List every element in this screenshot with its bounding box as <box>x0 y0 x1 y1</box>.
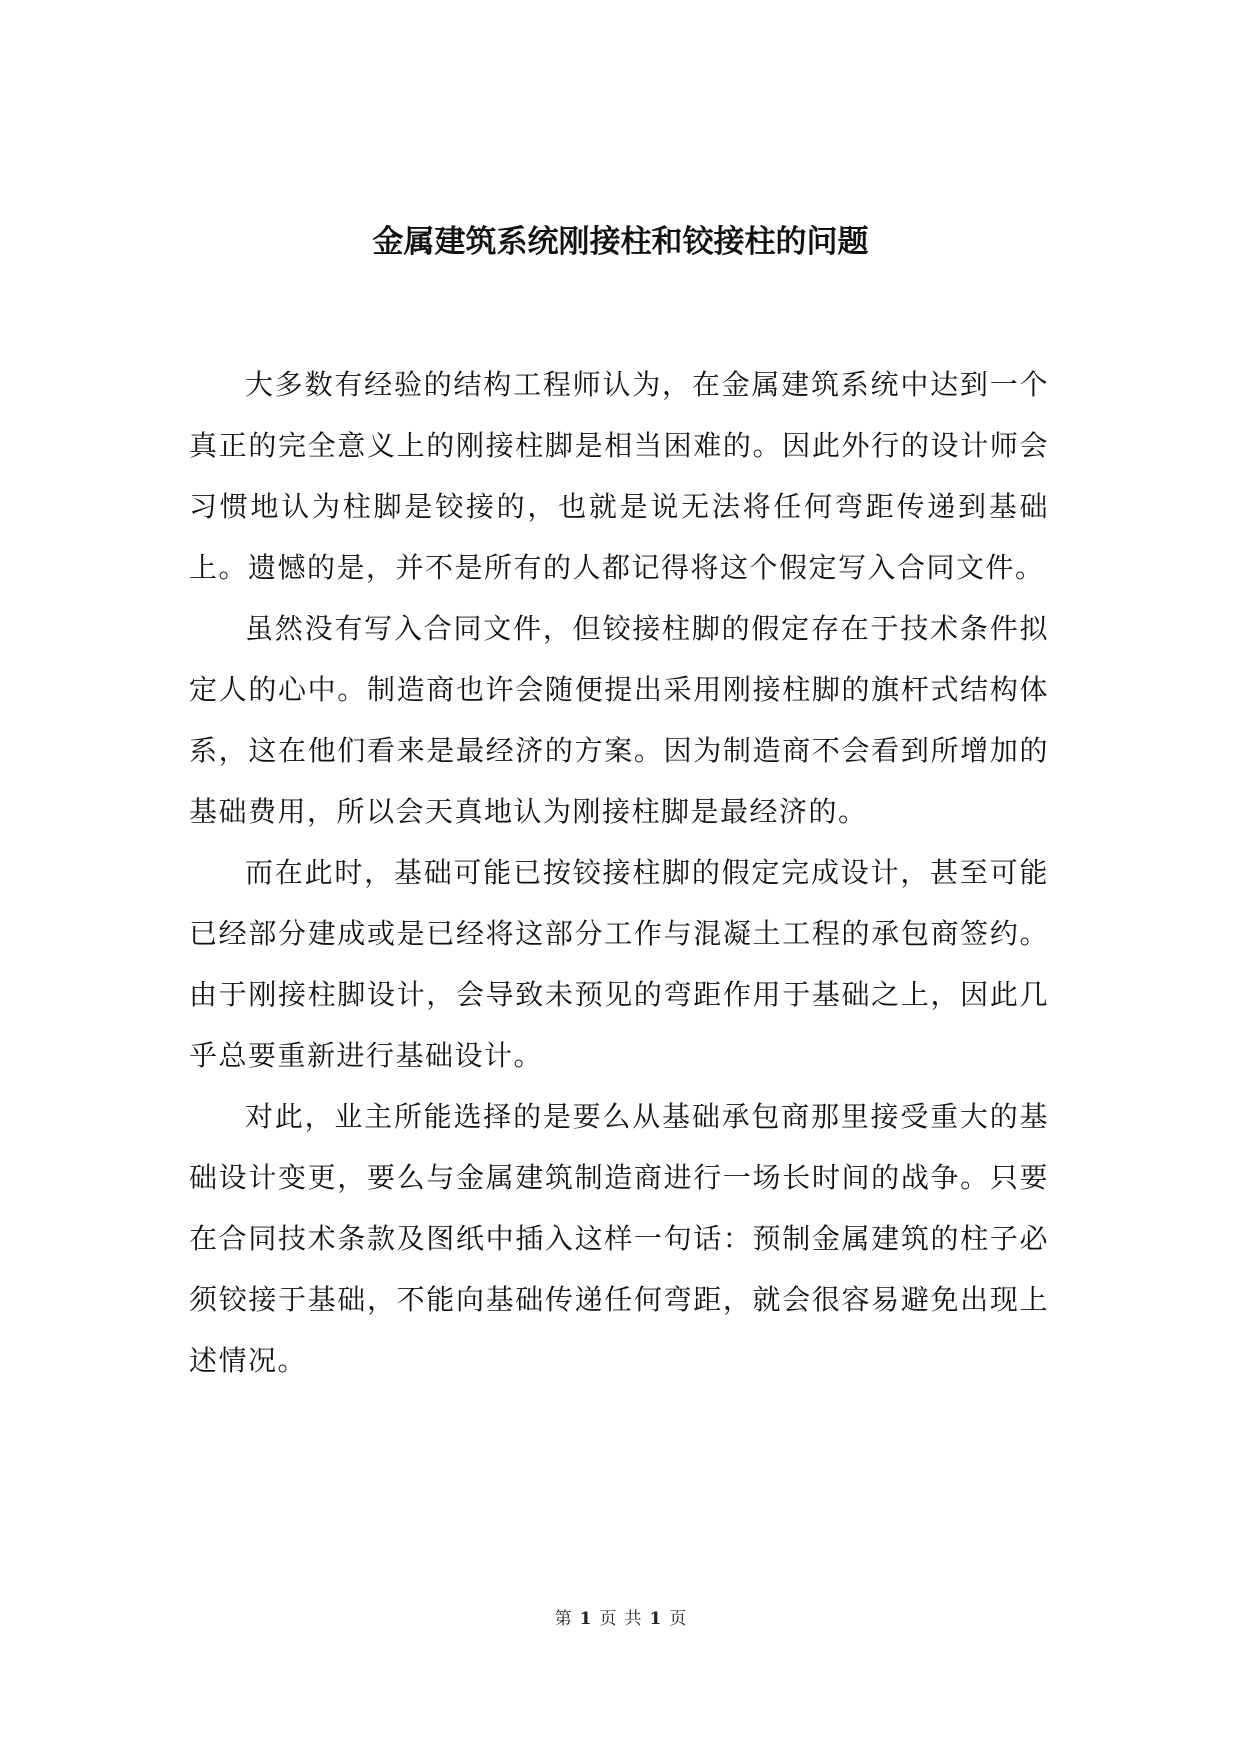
footer-total-pages: 1 <box>649 1609 662 1629</box>
paragraph-1: 大多数有经验的结构工程师认为，在金属建筑系统中达到一个真正的完全意义上的刚接柱脚是相当困难的。因此外行的设计师会习惯地认为柱脚是铰接的，也就是说无法将任何弯距传递到基础上。遗憾的是，并不是所有的人都记得将这个假定写入合同文件。 <box>189 368 1049 584</box>
paragraph-3: 而在此时，基础可能已按铰接柱脚的假定完成设计，甚至可能已经部分建成或是已经将这部分工作与混凝土工程的承包商签约。由于刚接柱脚设计，会导致未预见的弯距作用于基础之上，因此几乎总要重新进行基础设计。 <box>189 856 1049 1072</box>
paragraph-2: 虽然没有写入合同文件，但铰接柱脚的假定存在于技术条件拟定人的心中。制造商也许会随便提出采用刚接柱脚的旗杆式结构体系，这在他们看来是最经济的方案。因为制造商不会看到所增加的基础费用，所以会天真地认为刚接柱脚是最经济的。 <box>189 612 1049 828</box>
footer-suffix: 页 <box>669 1609 687 1629</box>
footer-total-prefix: 共 <box>624 1609 642 1629</box>
paragraph-4: 对此，业主所能选择的是要么从基础承包商那里接受重大的基础设计变更，要么与金属建筑制造商进行一场长时间的战争。只要在合同技术条款及图纸中插入这样一句话：预制金属建筑的柱子必须铰接于基础，不能向基础传递任何弯距，就会很容易避免出现上述情况。 <box>189 1100 1049 1377</box>
page-footer <box>0 1607 1241 1631</box>
footer-prefix: 第 <box>554 1609 572 1629</box>
footer-page-label: 页 <box>599 1609 617 1629</box>
footer-current-page: 1 <box>579 1609 592 1629</box>
document-body <box>189 354 1049 1391</box>
document-title: 金属建筑系统刚接柱和铰接柱的问题 <box>372 224 869 260</box>
